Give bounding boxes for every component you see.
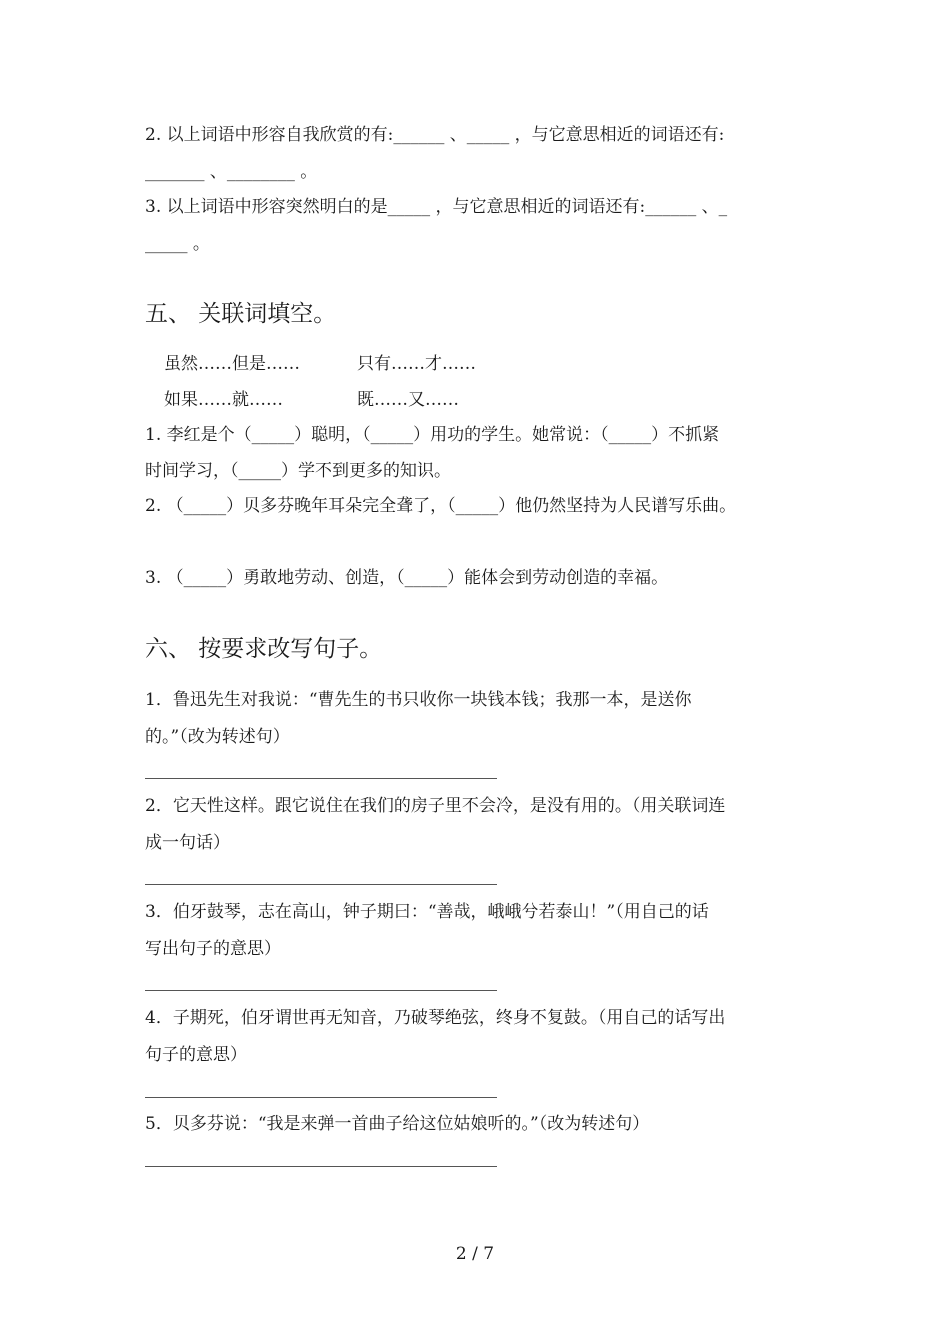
q6-3-line2: 写出句子的意思） [145,939,281,959]
q6-2-line1: 2．它天性这样。跟它说住在我们的房子里不会冷，是没有用的。（用关联词连 [145,796,726,816]
answer-line[interactable] [145,778,497,779]
page-number: 2 / 7 [455,1244,495,1264]
answer-line[interactable] [145,884,497,885]
q6-1-line1: 1．鲁迅先生对我说：“曹先生的书只收你一块钱本钱；我那一本，是送你 [145,690,692,710]
q6-4-line1: 4．子期死，伯牙谓世再无知音，乃破琴绝弦，终身不复鼓。（用自己的话写出 [145,1008,726,1028]
q6-2-line2: 成一句话） [145,833,230,853]
conjunction-option: 只有……才…… [357,354,476,374]
answer-line[interactable] [145,990,497,991]
q5-2: 2. （_____）贝多芬晚年耳朵完全聋了，（_____）他仍然坚持为人民谱写乐曲。 [145,496,737,516]
conjunction-option: 如果……就…… [164,390,283,410]
q6-1-line2: 的。”（改为转述句） [145,727,290,747]
conjunction-option: 既……又…… [357,390,459,410]
q4-2-line2: _______ 、________ 。 [145,162,318,182]
q6-4-line2: 句子的意思） [145,1045,247,1065]
section-6-title: 六、 按要求改写句子。 [145,636,383,662]
q5-3: 3. （_____）勇敢地劳动、创造，（_____）能体会到劳动创造的幸福。 [145,568,669,588]
q6-5: 5．贝多芬说：“我是来弹一首曲子给这位姑娘听的。”（改为转述句） [145,1114,650,1134]
q4-3-line2: _____ 。 [145,234,210,254]
q4-3-line1: 3. 以上词语中形容突然明白的是_____ ，与它意思相近的词语还有:______ 、_ [145,197,728,217]
answer-line[interactable] [145,1166,497,1167]
q6-3-line1: 3．伯牙鼓琴，志在高山，钟子期曰：“善哉，峨峨兮若泰山！”（用自己的话 [145,902,709,922]
q4-2-line1: 2. 以上词语中形容自我欣赏的有:______ 、_____ ，与它意思相近的词语还有: [145,125,725,145]
q5-1-line2: 时间学习，（_____）学不到更多的知识。 [145,461,451,481]
answer-line[interactable] [145,1097,497,1098]
conjunction-option: 虽然……但是…… [164,354,300,374]
q5-1-line1: 1. 李红是个（_____）聪明，（_____）用功的学生。她常说：（_____）不抓紧 [145,425,720,445]
section-5-title: 五、 关联词填空。 [145,301,337,327]
